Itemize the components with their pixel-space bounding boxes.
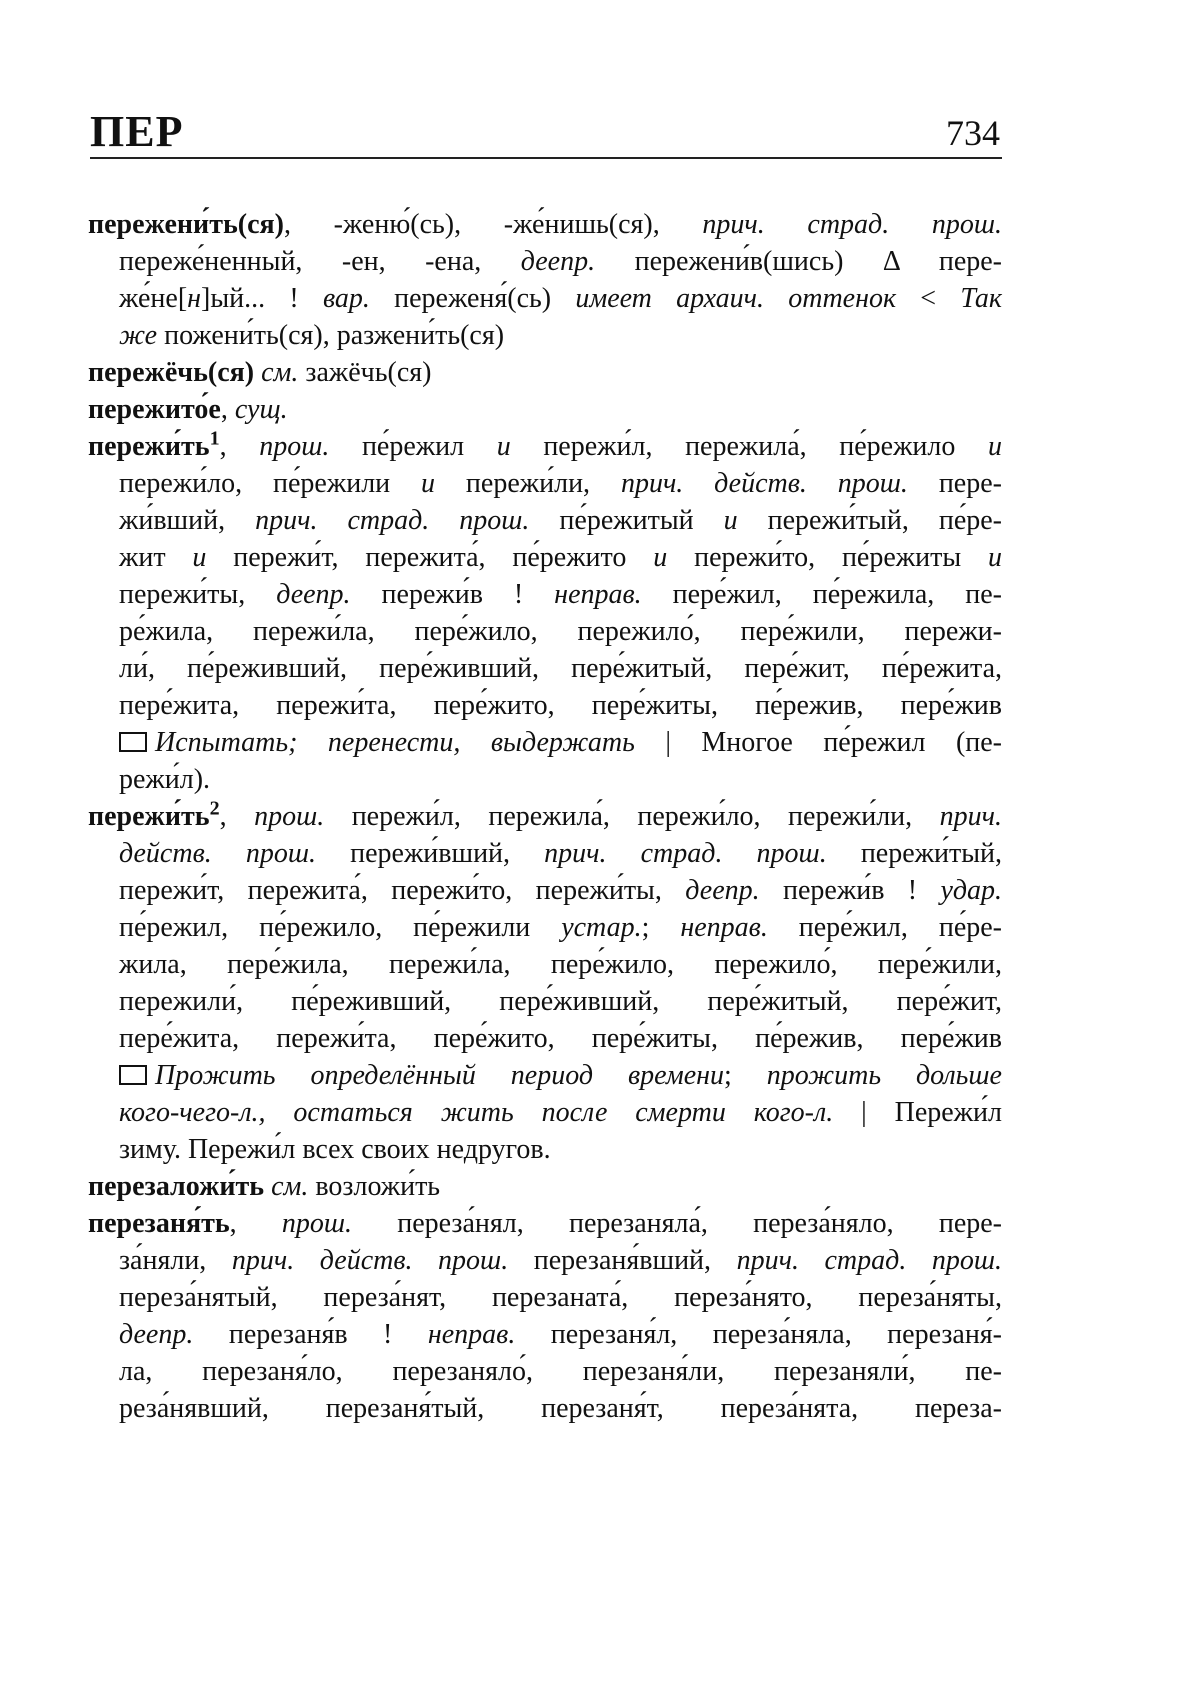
headword: пережени́ть(ся) [88, 209, 284, 240]
grammar-label: деепр. [520, 246, 596, 277]
entry-headline [88, 391, 1002, 428]
entry-line [119, 502, 1002, 539]
grammar-label: прич. страд. прош. [544, 838, 827, 869]
grammar-label: вар. [322, 283, 370, 314]
entry-text: пере́жил, пе́ре- [767, 912, 1002, 943]
entry-line [119, 1020, 1002, 1057]
entry-text: ли́, пе́реживший, пере́живший, пере́житый, пере́жит, пе́режита, [119, 653, 1002, 684]
page-number: 734 [946, 113, 1000, 153]
entry-line [119, 1242, 1002, 1279]
entry-line [119, 872, 1002, 909]
entry-text: , [220, 394, 235, 425]
entry-text: жила, пере́жила, пережи́ла, пере́жило, пережило́, пере́жили, [119, 949, 1002, 980]
entry-line [119, 576, 1002, 613]
entry-text: перезаня́л, переза́няла, перезаня́- [515, 1319, 1003, 1350]
entry-headline [88, 428, 1002, 465]
entry-line [119, 946, 1002, 983]
grammar-label: прич. действ. прош. [620, 468, 908, 499]
entry-text: , [229, 1208, 282, 1239]
grammar-label: Испытать; перенести, выдержать [155, 727, 635, 758]
entry-text: зиму. Пережи́л всех своих недругов. [119, 1134, 551, 1165]
entry-line [119, 761, 1002, 798]
grammar-label: деепр. [685, 875, 760, 906]
entry-text: пережи́в ! [759, 875, 941, 906]
grammar-label: и [653, 542, 668, 573]
entry-text: пережи́ли, [435, 468, 621, 499]
grammar-label: прич. [939, 801, 1003, 832]
grammar-label: же [119, 320, 158, 351]
grammar-label: неправ. [427, 1319, 516, 1350]
entry-text: пережи́тый, пе́ре- [737, 505, 1002, 536]
entry-text: , -женю́(сь), -же́нишь(ся), [283, 209, 703, 240]
entry-text: пе́режил [329, 431, 497, 462]
entry-text: переженя́(сь) [369, 283, 576, 314]
entry-text: пере- [907, 468, 1002, 499]
entry-line [119, 835, 1002, 872]
entry-text: пережи́в ! [350, 579, 555, 610]
entry-line [119, 909, 1002, 946]
entry-text: жи́вший, [119, 505, 256, 536]
entry-text: пере́жита, пережи́та, пере́жито, пере́житы, пе́режив, пере́жив [119, 690, 1002, 721]
grammar-label: удар. [940, 875, 1003, 906]
entry-text: жит [119, 542, 193, 573]
dictionary-entry [88, 354, 1002, 391]
grammar-label: прожить дольше [766, 1060, 1002, 1091]
grammar-label: деепр. [119, 1319, 194, 1350]
entry-text: переза́нятый, переза́нят, перезаната́, переза́нято, переза́няты, [119, 1282, 1002, 1313]
entry-line [119, 317, 1002, 354]
entry-line [119, 1057, 1002, 1094]
grammar-label: неправ. [680, 912, 768, 943]
entry-text: режи́л). [119, 764, 211, 795]
dictionary-entry [88, 1168, 1002, 1205]
entry-headline [88, 354, 1002, 391]
grammar-label: прош. [259, 431, 330, 462]
entry-line [119, 687, 1002, 724]
entry-text: , [219, 431, 260, 462]
homonym-index: 2 [209, 797, 220, 820]
entry-line [119, 539, 1002, 576]
entry-line [119, 280, 1002, 317]
grammar-label: прич. страд. прош. [255, 505, 530, 536]
entry-text: пережи́ты, [119, 579, 277, 610]
entry-line [119, 1353, 1002, 1390]
grammar-label: Прожить определённый период времени [155, 1060, 725, 1091]
grammar-label: н [187, 283, 202, 314]
entry-text: перезаня́вший, [508, 1245, 737, 1276]
grammar-label: действ. прош. [119, 838, 316, 869]
headword: пережи́ть [88, 431, 210, 462]
running-head-section: ПЕР [90, 107, 184, 156]
grammar-label: деепр. [276, 579, 351, 610]
grammar-label: прич. страд. прош. [736, 1245, 1002, 1276]
entry-headline [88, 798, 1002, 835]
entry-text: за́няли, [119, 1245, 232, 1276]
entry-text: пережи́л, пережила́, пе́режило [510, 431, 989, 462]
entry-headline [88, 1168, 1002, 1205]
grammar-label: и [421, 468, 436, 499]
entry-line [119, 243, 1002, 280]
dictionary-entry [88, 1205, 1002, 1427]
grammar-label: прош. [281, 1208, 353, 1239]
headword: пережёчь(ся) [88, 357, 255, 388]
header-rule [90, 157, 1002, 159]
dictionary-entry [88, 206, 1002, 354]
entry-text: перезаня́в ! [193, 1319, 428, 1350]
entry-text: ]ый... ! [201, 283, 323, 314]
entry-text: ; [641, 912, 681, 943]
entry-text: ре́жила, пережи́ла, пере́жило, пережило́, пере́жили, пережи- [119, 616, 1002, 647]
entry-text: пережи́ло, пе́режили [119, 468, 422, 499]
entry-line [119, 1131, 1002, 1168]
entry-text: пережили́, пе́реживший, пере́живший, пере́житый, пере́жит, [119, 986, 1002, 1017]
entry-text: пережи́то, пе́режиты [667, 542, 988, 573]
entry-text: зажёчь(ся) [298, 357, 432, 388]
meaning-box-icon [119, 1065, 147, 1085]
dictionary-entry [88, 391, 1002, 428]
entry-text: пережи́т, пережита́, пережи́то, пережи́ты, [119, 875, 686, 906]
entry-line [119, 1094, 1002, 1131]
dictionary-entries [88, 206, 1002, 1427]
entry-line [119, 1316, 1002, 1353]
entry-text: , [219, 801, 255, 832]
grammar-label: Так [960, 283, 1002, 314]
entry-line [119, 1279, 1002, 1316]
entry-text: пережени́в(шись) Δ пере- [595, 246, 1002, 277]
entry-text: пережи́тый, [826, 838, 1003, 869]
grammar-label: прич. страд. прош. [702, 209, 1002, 240]
entry-text: пожени́ть(ся), разжени́ть(ся) [157, 320, 505, 351]
entry-text: пережи́вший, [316, 838, 545, 869]
grammar-label: и [496, 431, 511, 462]
entry-text: | Многое пе́режил (пе- [634, 727, 1003, 758]
entry-line [119, 613, 1002, 650]
meaning-box-icon [119, 732, 147, 752]
entry-line [119, 724, 1002, 761]
entry-text: ла, перезаня́ло, перезаняло́, перезаня́ли, перезаняли́, пе- [119, 1356, 1002, 1387]
entry-text: пережи́т, пережита́, пе́режито [206, 542, 654, 573]
grammar-label: имеет архаич. оттенок [575, 283, 897, 314]
grammar-label: устар. [561, 912, 642, 943]
entry-line [119, 650, 1002, 687]
grammar-label: кого-чего-л., остаться жить после смерти кого-л. [119, 1097, 834, 1128]
headword: перезаня́ть [88, 1208, 230, 1239]
entry-text: реза́нявший, перезаня́тый, перезаня́т, переза́нята, переза- [119, 1393, 1002, 1424]
entry-text: пережи́л, пережила́, пережи́ло, пережи́ли, [324, 801, 940, 832]
dictionary-entry [88, 428, 1002, 798]
entry-headline [88, 1205, 1002, 1242]
entry-line [119, 465, 1002, 502]
grammar-label: и [988, 431, 1003, 462]
grammar-label: сущ. [234, 394, 288, 425]
entry-text: же́не[ [119, 283, 188, 314]
entry-text: возложи́ть [308, 1171, 441, 1202]
headword: пережито́е [88, 394, 221, 425]
homonym-index: 1 [209, 427, 220, 450]
headword: пережи́ть [88, 801, 210, 832]
entry-text: ; [724, 1060, 767, 1091]
entry-text: пе́режитый [529, 505, 724, 536]
grammar-label: и [192, 542, 207, 573]
entry-text: переже́ненный, -ен, -ена, [119, 246, 521, 277]
grammar-label: и [988, 542, 1002, 573]
entry-text: < [896, 283, 961, 314]
grammar-label: и [723, 505, 738, 536]
entry-text: переза́нял, перезаняла́, переза́няло, пере- [352, 1208, 1002, 1239]
entry-text: пере́жита, пережи́та, пере́жито, пере́житы, пе́режив, пере́жив [119, 1023, 1002, 1054]
grammar-label: см. [261, 357, 299, 388]
grammar-label: прош. [254, 801, 325, 832]
entry-text: | Пережи́л [833, 1097, 1002, 1128]
headword: перезаложи́ть [88, 1171, 265, 1202]
entry-text: пе́режил, пе́режило, пе́режили [119, 912, 562, 943]
entry-line [119, 1390, 1002, 1427]
entry-headline [88, 206, 1002, 243]
grammar-label: неправ. [554, 579, 642, 610]
entry-text: пере́жил, пе́режила, пе- [641, 579, 1002, 610]
dictionary-entry [88, 798, 1002, 1168]
grammar-label: см. [271, 1171, 309, 1202]
entry-line [119, 983, 1002, 1020]
grammar-label: прич. действ. прош. [231, 1245, 509, 1276]
